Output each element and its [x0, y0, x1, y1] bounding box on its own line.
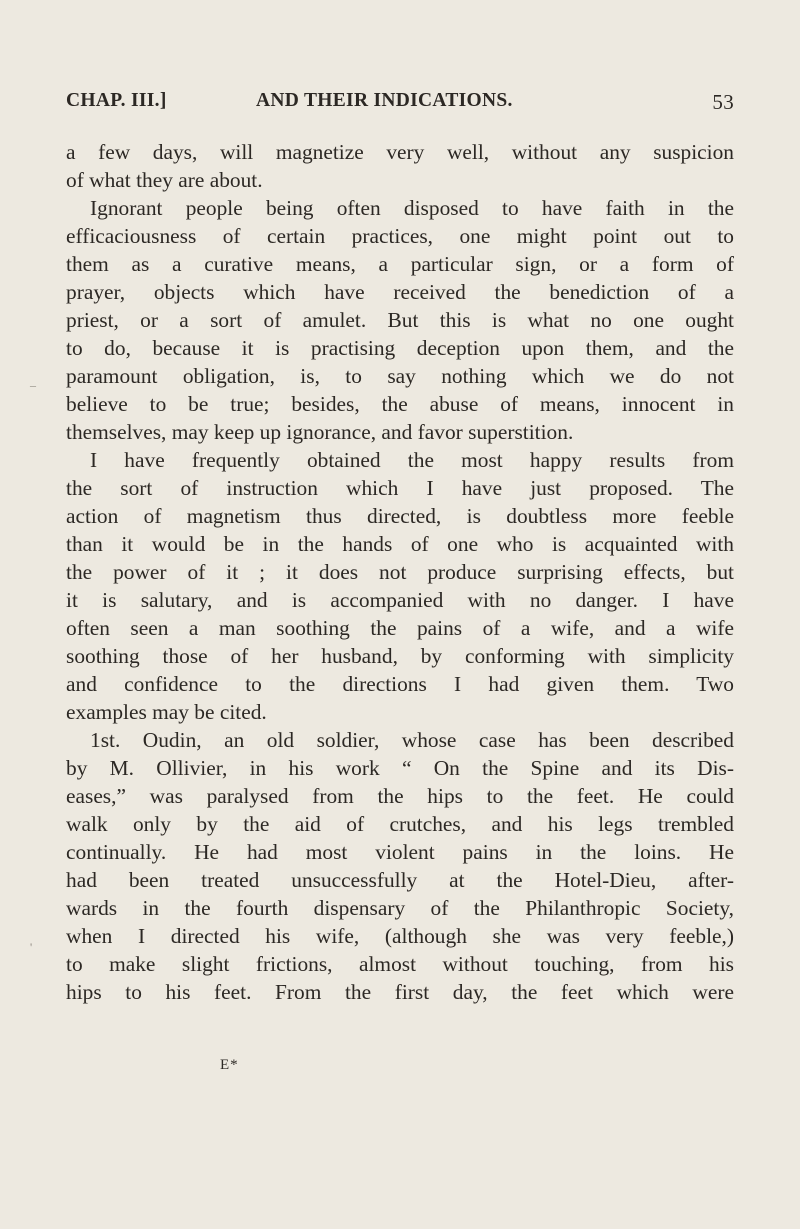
- body-text: [66, 138, 734, 1006]
- text-line: and confidence to the directions I had given them. Two: [66, 672, 734, 696]
- text-line: when I directed his wife, (although she was very feeble,): [66, 924, 734, 948]
- page-number: 53: [712, 90, 734, 114]
- text-line: continually. He had most violent pains in the loins. He: [66, 840, 734, 864]
- text-line: walk only by the aid of crutches, and his legs trembled: [66, 812, 734, 836]
- text-line: examples may be cited.: [66, 700, 267, 724]
- text-line: of what they are about.: [66, 168, 263, 192]
- margin-tick-mark: –: [30, 378, 36, 392]
- text-line: hips to his feet. From the first day, the feet which were: [66, 980, 734, 1004]
- text-line: I have frequently obtained the most happy results from: [90, 448, 734, 472]
- running-title: AND THEIR INDICATIONS.: [256, 90, 513, 111]
- text-line: soothing those of her husband, by conforming with simplicity: [66, 644, 734, 668]
- text-line: to do, because it is practising deception upon them, and the: [66, 336, 734, 360]
- text-line: eases,” was paralysed from the hips to the feet. He could: [66, 784, 734, 808]
- text-line: paramount obligation, is, to say nothing which we do not: [66, 364, 734, 388]
- text-line: believe to be true; besides, the abuse of means, innocent in: [66, 392, 734, 416]
- text-line: often seen a man soothing the pains of a wife, and a wife: [66, 616, 734, 640]
- text-line: efficaciousness of certain practices, one might point out to: [66, 224, 734, 248]
- text-line: priest, or a sort of amulet. But this is what no one ought: [66, 308, 734, 332]
- text-line: had been treated unsuccessfully at the Hotel-Dieu, after-: [66, 868, 734, 892]
- text-line: Ignorant people being often disposed to have faith in the: [90, 196, 734, 220]
- text-line: prayer, objects which have received the benediction of a: [66, 280, 734, 304]
- text-line: them as a curative means, a particular sign, or a form of: [66, 252, 734, 276]
- text-line: themselves, may keep up ignorance, and favor superstition.: [66, 420, 574, 444]
- text-line: to make slight frictions, almost without touching, from his: [66, 952, 734, 976]
- margin-tick-mark: ': [30, 940, 33, 954]
- text-line: wards in the fourth dispensary of the Philanthropic Society,: [66, 896, 734, 920]
- text-line: by M. Ollivier, in his work “ On the Spine and its Dis-: [66, 756, 734, 780]
- text-line: a few days, will magnetize very well, without any suspicion: [66, 140, 734, 164]
- text-line: 1st. Oudin, an old soldier, whose case has been described: [90, 728, 734, 752]
- chapter-label: CHAP. III.]: [66, 90, 167, 111]
- text-line: than it would be in the hands of one who is acquainted with: [66, 532, 734, 556]
- text-line: it is salutary, and is accompanied with no danger. I have: [66, 588, 734, 612]
- text-line: the sort of instruction which I have just proposed. The: [66, 476, 734, 500]
- signature-mark: E*: [220, 1057, 239, 1073]
- running-header: [66, 90, 734, 120]
- text-line: action of magnetism thus directed, is doubtless more feeble: [66, 504, 734, 528]
- text-line: the power of it ; it does not produce surprising effects, but: [66, 560, 734, 584]
